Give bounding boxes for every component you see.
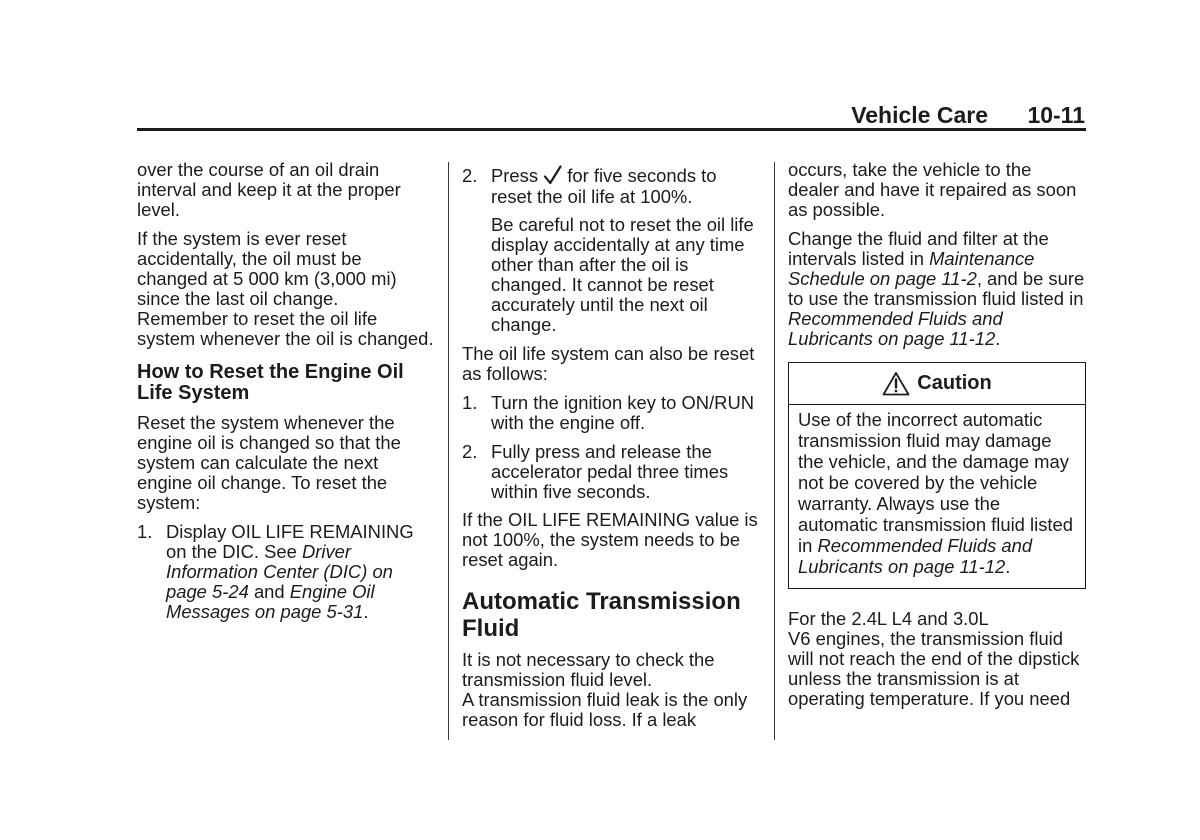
text-line: It is not necessary to check the [462, 649, 715, 670]
text-line: level. [137, 199, 180, 220]
text-line [137, 582, 414, 602]
step-item [462, 393, 754, 433]
cross-reference: Schedule on page 11-2 [788, 268, 977, 289]
cross-reference: Recommended Fluids and [817, 535, 1033, 556]
text-line: dealer and have it repaired as soon [788, 179, 1077, 200]
step-number: 1. [462, 392, 478, 413]
text-line: A transmission fluid leak is the only [462, 689, 748, 710]
text-line: engine oil is changed so that the [137, 432, 401, 453]
text-line [798, 535, 1085, 556]
text-line: interval and keep it at the proper [137, 179, 401, 200]
text-line: Turn the ignition key to ON/RUN [491, 392, 755, 413]
text-line: Use of the incorrect automatic [798, 409, 1043, 430]
section-heading [462, 588, 741, 642]
text-line: Reset the system whenever the [137, 412, 395, 433]
text-run: on the DIC. See [166, 541, 302, 562]
step-item [462, 442, 728, 502]
paragraph [462, 510, 758, 570]
text-line: The oil life system can also be reset [462, 343, 755, 364]
paragraph [788, 229, 1084, 349]
checkmark-icon [543, 165, 562, 185]
text-line: accidentally, the oil must be [137, 248, 362, 269]
text-line: changed at 5 000 km (3,000 mi) [137, 268, 397, 289]
text-line: Remember to reset the oil life [137, 308, 378, 329]
step-number: 2. [462, 441, 478, 462]
heading-line: Automatic Transmission [462, 588, 741, 615]
text-line: to use the transmission fluid listed in [788, 288, 1084, 309]
cross-reference: Information Center (DIC) on [166, 561, 393, 582]
caution-title: Caution [917, 372, 992, 394]
column-divider [448, 162, 449, 740]
text-line [462, 165, 717, 186]
text-line: engine oil change. To reset the [137, 472, 388, 493]
text-line: as possible. [788, 199, 886, 220]
paragraph [137, 413, 401, 513]
text-line: over the course of an oil drain [137, 159, 380, 180]
text-line: system whenever the oil is changed. [137, 328, 434, 349]
text-line: occurs, take the vehicle to the [788, 159, 1032, 180]
caution-text [789, 405, 1085, 577]
page-number: 10-11 [1027, 102, 1085, 128]
text-line: Fully press and release the [491, 441, 712, 462]
cross-reference: Driver [301, 541, 352, 562]
cross-reference: page 5-24 [166, 581, 249, 602]
text-line: If the OIL LIFE REMAINING value is [462, 509, 758, 530]
caution-box [788, 362, 1086, 589]
text-line: transmission fluid level. [462, 669, 653, 690]
text-line: If the system is ever reset [137, 228, 347, 249]
text-run: Press [491, 165, 539, 186]
text-line: system: [137, 492, 201, 513]
paragraph [788, 160, 1076, 220]
text-line: Display OIL LIFE REMAINING [166, 521, 414, 542]
text-run: . [995, 328, 1001, 349]
text-line: V6 engines, the transmission fluid [788, 628, 1063, 649]
text-line: Be careful not to reset the oil life [491, 214, 754, 235]
text-line: accurately until the next oil [491, 294, 708, 315]
text-line: reason for fluid loss. If a leak [462, 709, 697, 730]
section-title: Vehicle Care [851, 102, 988, 128]
step-note [491, 215, 754, 335]
warning-triangle-icon [882, 371, 910, 396]
step-number: 2. [462, 165, 478, 186]
text-line: warranty. Always use the [798, 493, 1001, 514]
text-line [788, 329, 1084, 349]
text-run: intervals listed in [788, 248, 930, 269]
text-line: change. [491, 314, 557, 335]
cross-reference: Engine Oil [289, 581, 375, 602]
text-line: changed. It cannot be reset [491, 274, 714, 295]
cross-reference: Messages on page 5-31 [166, 601, 364, 622]
text-line: with the engine off. [491, 412, 646, 433]
text-run: and [248, 581, 290, 602]
text-line: the vehicle, and the damage may [798, 451, 1069, 472]
caution-header [789, 363, 1085, 405]
heading-line: Fluid [462, 615, 520, 642]
paragraph [788, 609, 1079, 709]
text-line [137, 602, 414, 622]
column-1 [137, 0, 437, 840]
paragraph [137, 160, 401, 220]
column-3 [788, 0, 1088, 840]
heading-line: Life System [137, 382, 250, 404]
text-run: , and be sure [976, 268, 1085, 289]
text-line: other than after the oil is [491, 254, 689, 275]
text-line: automatic transmission fluid listed [798, 514, 1073, 535]
text-line: unless the transmission is at [788, 668, 1020, 689]
text-line: will not reach the end of the dipstick [788, 648, 1080, 669]
column-divider [774, 162, 775, 740]
step-item [137, 522, 414, 622]
text-line: operating temperature. If you need [788, 688, 1071, 709]
text-line [798, 556, 1085, 577]
text-run: . [1005, 556, 1011, 577]
text-run: . [363, 601, 369, 622]
paragraph [462, 344, 754, 384]
text-line: as follows: [462, 363, 548, 384]
step-number: 1. [137, 521, 153, 542]
text-line: not be covered by the vehicle [798, 472, 1038, 493]
cross-reference: Recommended Fluids and [788, 308, 1003, 329]
paragraph [462, 650, 747, 730]
text-line: For the 2.4L L4 and 3.0L [788, 608, 989, 629]
text-line: reset the oil life at 100%. [491, 186, 693, 207]
section-heading [137, 362, 404, 404]
text-line: since the last oil change. [137, 288, 339, 309]
text-line: accelerator pedal three times [491, 461, 729, 482]
text-run: for five seconds to [567, 165, 717, 186]
step-item [462, 165, 717, 207]
text-line: transmission fluid may damage [798, 430, 1052, 451]
text-line [788, 249, 1084, 269]
text-line: reset again. [462, 549, 559, 570]
cross-reference: Maintenance [929, 248, 1035, 269]
cross-reference: Lubricants on page 11-12 [798, 556, 1006, 577]
text-line: display accidentally at any time [491, 234, 745, 255]
text-line: within five seconds. [491, 481, 651, 502]
text-line: system can calculate the next [137, 452, 379, 473]
text-line [137, 542, 414, 562]
text-line: Change the fluid and filter at the [788, 228, 1049, 249]
text-run: in [798, 535, 818, 556]
text-line [788, 269, 1084, 289]
heading-line: How to Reset the Engine Oil [137, 361, 404, 383]
paragraph [137, 229, 433, 349]
text-line: not 100%, the system needs to be [462, 529, 741, 550]
cross-reference: Lubricants on page 11-12 [788, 328, 996, 349]
column-2 [462, 0, 762, 840]
